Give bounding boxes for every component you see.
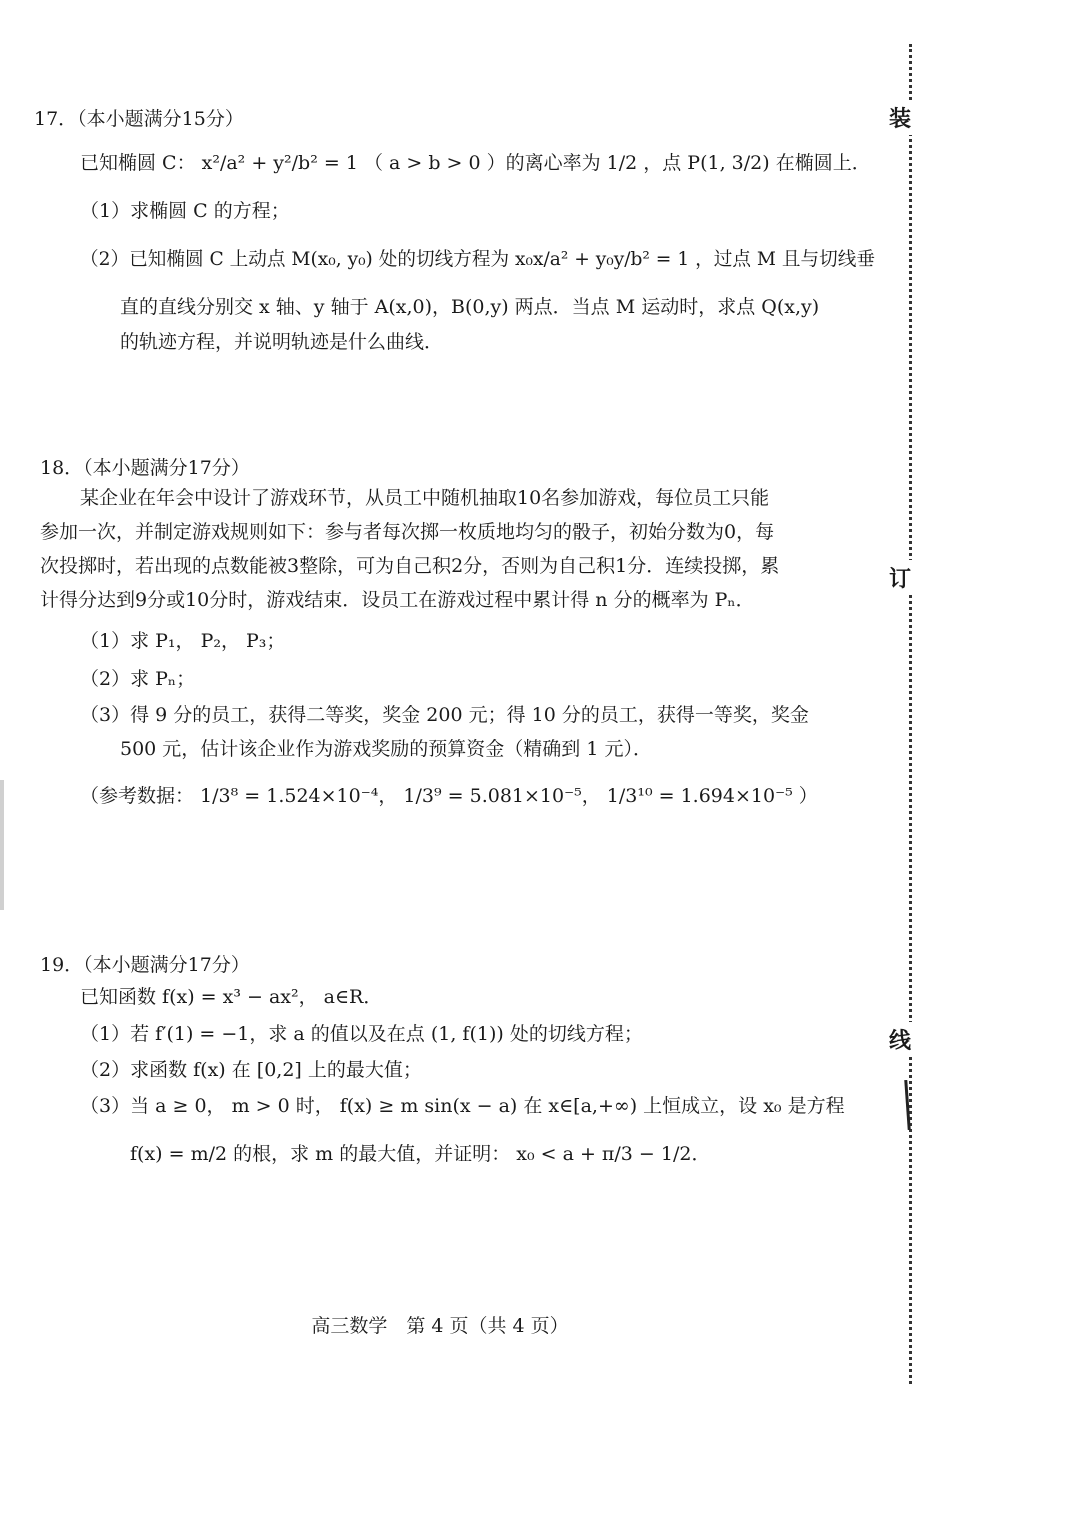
question-17-header: 17．（本小题满分15分）	[34, 108, 244, 130]
question-18-part-3: （3）得 9 分的员工，获得二等奖，奖金 200 元；得 10 分的员工，获得一等奖，奖金	[80, 704, 809, 726]
question-17-part-2-cont: 直的直线分别交 x 轴、y 轴于 A(x,0)，B(0,y) 两点．当点 M 运动时，求点 Q(x,y)	[120, 296, 820, 318]
question-18-stem-line-2: 参加一次，并制定游戏规则如下：参与者每次掷一枚质地均匀的骰子，初始分数为0，每	[40, 521, 775, 543]
question-17-part-2: （2）已知椭圆 C 上动点 M(x₀, y₀) 处的切线方程为 x₀x/a² + y₀y/b² = 1 ，过点 M 且与切线垂	[80, 248, 875, 270]
page-footer: 高三数学 第 4 页（共 4 页）	[311, 1315, 569, 1337]
question-18-part-3-cont: 500 元，估计该企业作为游戏奖励的预算资金（精确到 1 元）．	[120, 738, 652, 760]
question-18-header: 18．（本小题满分17分）	[40, 457, 250, 479]
question-18-stem-line-4: 计得分达到9分或10分时，游戏结束．设员工在游戏过程中累计得 n 分的概率为 Pₙ．	[40, 589, 755, 611]
question-18-stem-line-3: 次投掷时，若出现的点数能被3整除，可为自己积2分，否则为自己积1分．连续投掷，累	[40, 555, 780, 577]
question-19-part-3-cont: f(x) = m/2 的根，求 m 的最大值，并证明： x₀ < a + π/3 − 1/2．	[130, 1143, 711, 1165]
question-18-reference-data: （参考数据： 1/3⁸ = 1.524×10⁻⁴， 1/3⁹ = 5.081×10⁻⁵， 1/3¹⁰ = 1.694×10⁻⁵ ）	[80, 785, 818, 807]
binding-char-xian: 线	[888, 1022, 912, 1057]
question-19-part-3: （3）当 a ≥ 0， m > 0 时， f(x) ≥ m sin(x − a) 在 x∈[a,+∞) 上恒成立，设 x₀ 是方程	[80, 1095, 845, 1117]
question-19-stem: 已知函数 f(x) = x³ − ax²， a∈R．	[80, 986, 383, 1008]
question-19-header: 19．（本小题满分17分）	[40, 954, 250, 976]
question-18-part-1: （1）求 P₁， P₂， P₃；	[80, 630, 286, 652]
binding-char-ding: 订	[888, 560, 912, 595]
scan-edge-mark	[0, 780, 4, 910]
binding-dotted-line	[909, 44, 912, 1384]
question-19-part-1: （1）若 f′(1) = −1，求 a 的值以及在点 (1, f(1)) 处的切线方程；	[80, 1023, 643, 1045]
question-18-part-2: （2）求 Pₙ；	[80, 668, 196, 690]
question-18-stem-line-1: 某企业在年会中设计了游戏环节，从员工中随机抽取10名参加游戏，每位员工只能	[80, 487, 770, 509]
binding-char-zhuang: 装	[888, 100, 912, 135]
question-19-part-2: （2）求函数 f(x) 在 [0,2] 上的最大值；	[80, 1059, 422, 1081]
question-17-part-1: （1）求椭圆 C 的方程；	[80, 200, 290, 222]
question-17-stem: 已知椭圆 C： x²/a² + y²/b² = 1 （ a > b > 0 ）的离心率为 1/2 ，点 P(1, 3/2) 在椭圆上．	[80, 152, 871, 174]
question-17-part-2-end: 的轨迹方程，并说明轨迹是什么曲线．	[120, 331, 444, 353]
